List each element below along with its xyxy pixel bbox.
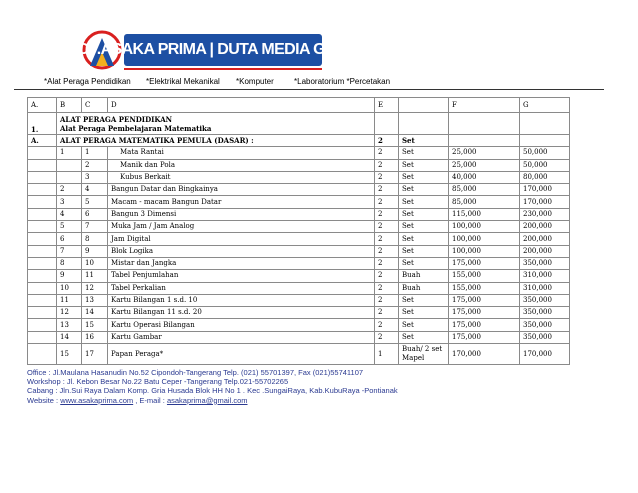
subsection-row: [28, 135, 570, 147]
table-row: [28, 196, 570, 208]
total-price: 200,000: [520, 233, 570, 245]
item-unit: Set: [399, 294, 449, 306]
table-row: [28, 184, 570, 196]
item-number: 1: [82, 147, 108, 159]
section-number: 1.: [28, 113, 57, 135]
total-price: 350,000: [520, 294, 570, 306]
footer-contact: [27, 368, 398, 405]
item-name: Bangun 3 Dimensi: [108, 208, 375, 220]
item-qty: 2: [375, 307, 399, 319]
empty-cell: [28, 319, 57, 331]
col-header-b: B: [57, 98, 82, 113]
row-number: 3: [57, 196, 82, 208]
empty-cell: [28, 282, 57, 294]
unit-price: 25,000: [449, 147, 520, 159]
empty-cell: [28, 307, 57, 319]
table-row: [28, 257, 570, 269]
item-name: Bangun Datar dan Bingkainya: [108, 184, 375, 196]
item-name: Tabel Perkalian: [108, 282, 375, 294]
website-label: Website :: [27, 395, 61, 405]
table-row: [28, 171, 570, 183]
unit-price: 100,000: [449, 233, 520, 245]
item-number: 2: [82, 159, 108, 171]
item-qty: 2: [375, 221, 399, 233]
item-unit: Set: [399, 257, 449, 269]
empty-cell: [28, 159, 57, 171]
total-price: 350,000: [520, 307, 570, 319]
table-row: [28, 208, 570, 220]
item-number: 11: [82, 270, 108, 282]
col-header-e: E: [375, 98, 399, 113]
row-number: 12: [57, 307, 82, 319]
item-qty: 2: [375, 331, 399, 343]
item-number: 17: [82, 344, 108, 365]
item-qty: 1: [375, 344, 399, 365]
item-qty: 2: [375, 270, 399, 282]
item-name: Muka Jam / Jam Analog: [108, 221, 375, 233]
total-price: 170,000: [520, 344, 570, 365]
item-number: 12: [82, 282, 108, 294]
total-price: 170,000: [520, 196, 570, 208]
table-row: [28, 270, 570, 282]
table-row: [28, 307, 570, 319]
subsection-letter: A.: [28, 135, 57, 147]
table-row: [28, 147, 570, 159]
item-number: 14: [82, 307, 108, 319]
total-price: 200,000: [520, 221, 570, 233]
section-title-line2: Alat Peraga Pembelajaran Matematika: [60, 123, 212, 133]
empty-cell: [28, 233, 57, 245]
item-qty: 2: [375, 147, 399, 159]
table-row: [28, 221, 570, 233]
category-alat-peraga: *Alat Peraga Pendidikan: [44, 77, 131, 86]
row-number: 7: [57, 245, 82, 257]
item-unit: Set: [399, 184, 449, 196]
empty-cell: [28, 257, 57, 269]
subsection-unit: Set: [399, 135, 449, 147]
total-price: 50,000: [520, 159, 570, 171]
col-header-a: A.: [28, 98, 57, 113]
row-number: 13: [57, 319, 82, 331]
empty-cell: [28, 245, 57, 257]
item-unit: Set: [399, 221, 449, 233]
empty-cell: [28, 184, 57, 196]
unit-price: 100,000: [449, 221, 520, 233]
col-header-g: G: [520, 98, 570, 113]
subsection-qty: 2: [375, 135, 399, 147]
item-unit: Buah/ 2 set Mapel: [399, 344, 449, 365]
table-row: [28, 282, 570, 294]
total-price: 170,000: [520, 184, 570, 196]
item-qty: 2: [375, 233, 399, 245]
item-unit: Set: [399, 233, 449, 245]
item-unit: Buah: [399, 282, 449, 294]
item-qty: 2: [375, 159, 399, 171]
item-name: Kartu Bilangan 11 s.d. 20: [108, 307, 375, 319]
row-number: 6: [57, 233, 82, 245]
footer-workshop: Workshop : Jl. Kebon Besar No.22 Batu Ceper -Tangerang Telp.021-55702265: [27, 377, 289, 387]
item-unit: Set: [399, 208, 449, 220]
subsection-title: ALAT PERAGA MATEMATIKA PEMULA (DASAR) :: [57, 135, 375, 147]
total-price: 230,000: [520, 208, 570, 220]
row-number: 1: [57, 147, 82, 159]
item-unit: Buah: [399, 270, 449, 282]
website-link[interactable]: www.asakaprima.com: [60, 395, 134, 405]
item-number: 6: [82, 208, 108, 220]
item-name: Kartu Operasi Bilangan: [108, 319, 375, 331]
item-name: Papan Peraga*: [108, 344, 375, 365]
item-unit: Set: [399, 245, 449, 257]
unit-price: 25,000: [449, 159, 520, 171]
item-name: Tabel Penjumlahan: [108, 270, 375, 282]
section-title: [57, 113, 375, 135]
total-price: 310,000: [520, 282, 570, 294]
column-header-row: [28, 98, 570, 113]
unit-price: 155,000: [449, 270, 520, 282]
item-number: 4: [82, 184, 108, 196]
row-number: 2: [57, 184, 82, 196]
unit-price: 175,000: [449, 294, 520, 306]
row-number: 8: [57, 257, 82, 269]
table-row: [28, 344, 570, 365]
row-number: 4: [57, 208, 82, 220]
item-unit: Set: [399, 307, 449, 319]
unit-price: 175,000: [449, 307, 520, 319]
col-header-c: C: [82, 98, 108, 113]
empty-cell: [28, 147, 57, 159]
price-table: [27, 97, 570, 365]
row-number: 10: [57, 282, 82, 294]
empty-cell: [28, 344, 57, 365]
logo-underline: [124, 68, 322, 70]
category-komputer: *Komputer: [236, 77, 274, 86]
item-qty: 2: [375, 208, 399, 220]
company-name: CV.ASAKA PRIMA | DUTA MEDIA GROUP: [77, 41, 369, 58]
unit-price: 175,000: [449, 319, 520, 331]
total-price: 80,000: [520, 171, 570, 183]
empty-cell: [28, 270, 57, 282]
item-name: Mistar dan Jangka: [108, 257, 375, 269]
table-row: [28, 331, 570, 343]
item-number: 8: [82, 233, 108, 245]
item-number: 7: [82, 221, 108, 233]
section-title-line1: ALAT PERAGA PENDIDIKAN: [60, 114, 173, 124]
header-divider: [14, 89, 604, 90]
row-number: 5: [57, 221, 82, 233]
table-row: [28, 233, 570, 245]
col-header-unit: [399, 98, 449, 113]
total-price: 200,000: [520, 245, 570, 257]
item-unit: Set: [399, 196, 449, 208]
item-number: 9: [82, 245, 108, 257]
item-unit: Set: [399, 331, 449, 343]
table-row: [28, 245, 570, 257]
company-banner: [77, 34, 369, 66]
item-number: 16: [82, 331, 108, 343]
item-qty: 2: [375, 184, 399, 196]
item-name: Manik dan Pola: [108, 159, 375, 171]
table-row: [28, 294, 570, 306]
total-price: 50,000: [520, 147, 570, 159]
footer-web-line: [27, 396, 398, 405]
unit-price: 175,000: [449, 257, 520, 269]
item-qty: 2: [375, 282, 399, 294]
unit-price: 155,000: [449, 282, 520, 294]
empty-cell: [28, 294, 57, 306]
unit-price: 40,000: [449, 171, 520, 183]
email-link[interactable]: asakaprima@gmail.com: [166, 395, 248, 405]
row-number: 14: [57, 331, 82, 343]
empty-cell: [28, 221, 57, 233]
footer-office: Office : Jl.Maulana Hasanudin No.52 Cipondoh-Tangerang Telp. (021) 55701397, Fax (021)55741107: [27, 368, 364, 377]
unit-price: 85,000: [449, 184, 520, 196]
item-name: Kubus Berkait: [108, 171, 375, 183]
empty-cell: [28, 171, 57, 183]
table-row: [28, 159, 570, 171]
item-number: 15: [82, 319, 108, 331]
item-unit: Set: [399, 147, 449, 159]
item-qty: 2: [375, 171, 399, 183]
total-price: 350,000: [520, 331, 570, 343]
item-qty: 2: [375, 257, 399, 269]
col-header-d: D: [108, 98, 375, 113]
row-number: [57, 171, 82, 183]
item-number: 5: [82, 196, 108, 208]
section-header-row: [28, 113, 570, 135]
row-number: [57, 159, 82, 171]
col-header-f: F: [449, 98, 520, 113]
email-label: , E-mail :: [133, 395, 167, 405]
footer-cabang: Cabang : Jln.Sui Raya Dalam Komp. Gria Husada Blok HH No 1 . Kec .SungaiRaya, Kab.KubuRaya -Pontianak: [27, 386, 398, 396]
item-qty: 2: [375, 319, 399, 331]
item-unit: Set: [399, 159, 449, 171]
empty-cell: [28, 208, 57, 220]
total-price: 350,000: [520, 319, 570, 331]
unit-price: 170,000: [449, 344, 520, 365]
unit-price: 85,000: [449, 196, 520, 208]
empty-cell: [28, 196, 57, 208]
row-number: 15: [57, 344, 82, 365]
item-qty: 2: [375, 294, 399, 306]
empty-cell: [28, 331, 57, 343]
item-qty: 2: [375, 245, 399, 257]
item-unit: Set: [399, 171, 449, 183]
category-elektrikal: *Elektrikal Mekanikal: [146, 77, 220, 86]
item-number: 10: [82, 257, 108, 269]
unit-price: 100,000: [449, 245, 520, 257]
item-name: Macam - macam Bangun Datar: [108, 196, 375, 208]
total-price: 310,000: [520, 270, 570, 282]
item-name: Jam Digital: [108, 233, 375, 245]
item-number: 3: [82, 171, 108, 183]
category-laboratorium: *Laboratorium *Percetakan: [294, 77, 391, 86]
unit-price: 175,000: [449, 331, 520, 343]
item-name: Kartu Gambar: [108, 331, 375, 343]
item-name: Blok Logika: [108, 245, 375, 257]
item-number: 13: [82, 294, 108, 306]
row-number: 9: [57, 270, 82, 282]
item-unit: Set: [399, 319, 449, 331]
item-name: Mata Rantai: [108, 147, 375, 159]
table-row: [28, 319, 570, 331]
unit-price: 115,000: [449, 208, 520, 220]
item-name: Kartu Bilangan 1 s.d. 10: [108, 294, 375, 306]
item-qty: 2: [375, 196, 399, 208]
total-price: 350,000: [520, 257, 570, 269]
row-number: 11: [57, 294, 82, 306]
